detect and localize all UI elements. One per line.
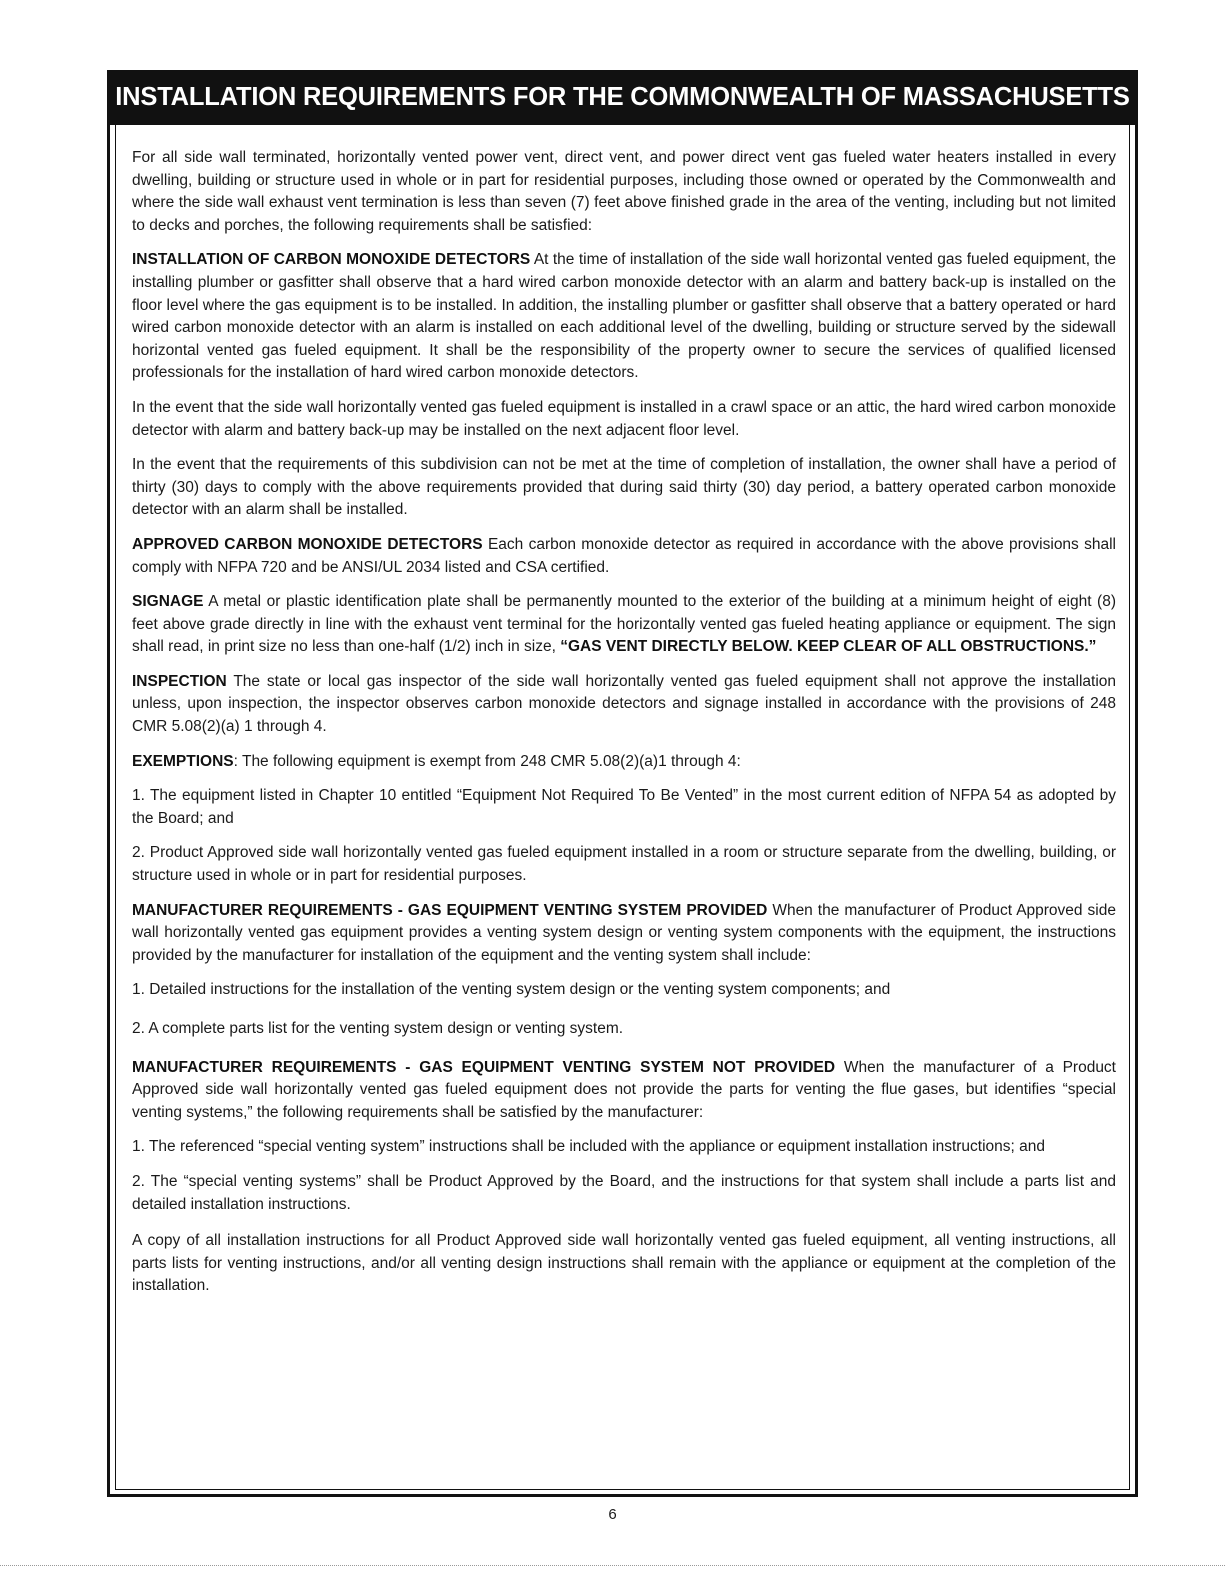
- exemptions-text: : The following equipment is exempt from 248 CMR 5.08(2)(a)1 through 4:: [233, 752, 741, 770]
- page-number: 6: [608, 1506, 617, 1523]
- venting-not-provided-heading: MANUFACTURER REQUIREMENTS - GAS EQUIPMENT VENTING SYSTEM NOT PROVIDED: [132, 1058, 836, 1076]
- intro-paragraph: For all side wall terminated, horizontally vented power vent, direct vent, and power direct vent gas fueled water heaters installed in every dwelling, building or structure used in whole or in part for residential purposes, including those owned or operated by the Commonwealth and where the side wall exhaust vent termination is less than seven (7) feet above finished grade in the area of the venting, including but not limited to decks and porches, the following requirements shall be satisfied:: [132, 149, 1116, 234]
- signage-section: [132, 591, 1116, 659]
- thirty-days-paragraph: In the event that the requirements of this subdivision can not be met at the time of completion of installation, the owner shall have a period of thirty (30) days to comply with the above requirements provided that during said thirty (30) day period, a battery operated carbon monoxide detector with an alarm shall be installed.: [132, 456, 1116, 519]
- exemptions-heading: EXEMPTIONS: [132, 752, 234, 770]
- scan-edge-divider: [0, 1565, 1225, 1567]
- co-detectors-section: [132, 249, 1116, 385]
- exemption-item: 1. The equipment listed in Chapter 10 entitled “Equipment Not Required To Be Vented” in the most current edition of NFPA 54 as adopted by the Board; and: [132, 787, 1116, 827]
- signage-sign-text: “GAS VENT DIRECTLY BELOW. KEEP CLEAR OF ALL OBSTRUCTIONS.”: [560, 638, 1097, 656]
- venting-not-provided-item: 1. The referenced “special venting system” instructions shall be included with the appliance or equipment installation instructions; and: [132, 1138, 1045, 1156]
- crawl-space-paragraph: In the event that the side wall horizontally vented gas fueled equipment is installed in a crawl space or an attic, the hard wired carbon monoxide detector with alarm and battery back-up may be installed on the next adjacent floor level.: [132, 398, 1116, 439]
- venting-provided-heading: MANUFACTURER REQUIREMENTS - GAS EQUIPMENT VENTING SYSTEM PROVIDED: [132, 901, 768, 919]
- venting-provided-text: When the manufacturer of Product Approved side wall horizontally vented gas equipment provides a venting system design or venting system components with the equipment, the instructions provided by the manufacturer for installation of the equipment and the venting system shall include:: [132, 901, 1116, 964]
- co-detectors-text: At the time of installation of the side wall horizontal vented gas fueled equipment, the installing plumber or gasfitter shall observe that a hard wired carbon monoxide detector with an alarm and battery back-up is installed on the floor level where the gas equipment is to be installed. In addition, the installing plumber or gasfitter shall observe that a battery operated or hard wired carbon monoxide detector with an alarm is installed on each additional level of the dwelling, building or structure served by the sidewall horizontal vented gas fueled equipment. It shall be the responsibility of the property owner to secure the services of qualified licensed professionals for the installation of hard wired carbon monoxide detectors.: [132, 251, 1116, 382]
- approved-detectors-heading: APPROVED CARBON MONOXIDE DETECTORS: [132, 535, 483, 553]
- approved-detectors-text: Each carbon monoxide detector as required in accordance with the above provisions shall comply with NFPA 720 and be ANSI/UL 2034 listed and CSA certified.: [132, 535, 1116, 576]
- document-body: [132, 147, 1116, 1310]
- exemption-item: 2. Product Approved side wall horizontally vented gas fueled equipment installed in a room or structure separate from the dwelling, building, or structure used in whole or in part for residential purposes.: [132, 844, 1116, 885]
- approved-detectors-section: [132, 534, 1116, 579]
- venting-provided-section: [132, 900, 1116, 968]
- venting-not-provided-section: [132, 1057, 1116, 1125]
- venting-not-provided-item: 2. The “special venting systems” shall be Product Approved by the Board, and the instructions for that system shall include a parts list and detailed installation instructions.: [132, 1172, 1116, 1213]
- signage-heading: SIGNAGE: [132, 593, 204, 611]
- page-title: INSTALLATION REQUIREMENTS FOR THE COMMONWEALTH OF MASSACHUSETTS: [110, 70, 1135, 125]
- venting-provided-item: 2. A complete parts list for the venting system design or venting system.: [132, 1020, 624, 1037]
- signage-text: A metal or plastic identification plate shall be permanently mounted to the exterior of the building at a minimum height of eight (8) feet above grade directly in line with the exhaust vent terminal for the horizontally vented gas fueled heating appliance or equipment. The sign shall read, in print size no less than one-half (1/2) inch in size,: [132, 593, 1117, 656]
- inspection-section: [132, 671, 1116, 739]
- closing-paragraph: A copy of all installation instructions for all Product Approved side wall horizontally vented gas fueled equipment, all venting instructions, all parts lists for venting instructions, and/or all venting design instructions shall remain with the appliance or equipment at the completion of the installation.: [132, 1232, 1116, 1295]
- inspection-heading: INSPECTION: [132, 672, 227, 690]
- venting-not-provided-text: When the manufacturer of a Product Approved side wall horizontally vented gas fueled equipment does not provide the parts for venting the flue gases, but identifies “special venting systems,” the following requirements shall be satisfied by the manufacturer:: [132, 1058, 1116, 1121]
- venting-provided-item: 1. Detailed instructions for the installation of the venting system design or the venting system components; and: [132, 981, 891, 999]
- co-detectors-heading: INSTALLATION OF CARBON MONOXIDE DETECTORS: [132, 251, 531, 269]
- exemptions-section: [132, 751, 1116, 774]
- inspection-text: The state or local gas inspector of the side wall horizontally vented gas fueled equipment shall not approve the installation unless, upon inspection, the inspector observes carbon monoxide detectors and signage installed in accordance with the provisions of 248 CMR 5.08(2)(a) 1 through 4.: [132, 672, 1116, 736]
